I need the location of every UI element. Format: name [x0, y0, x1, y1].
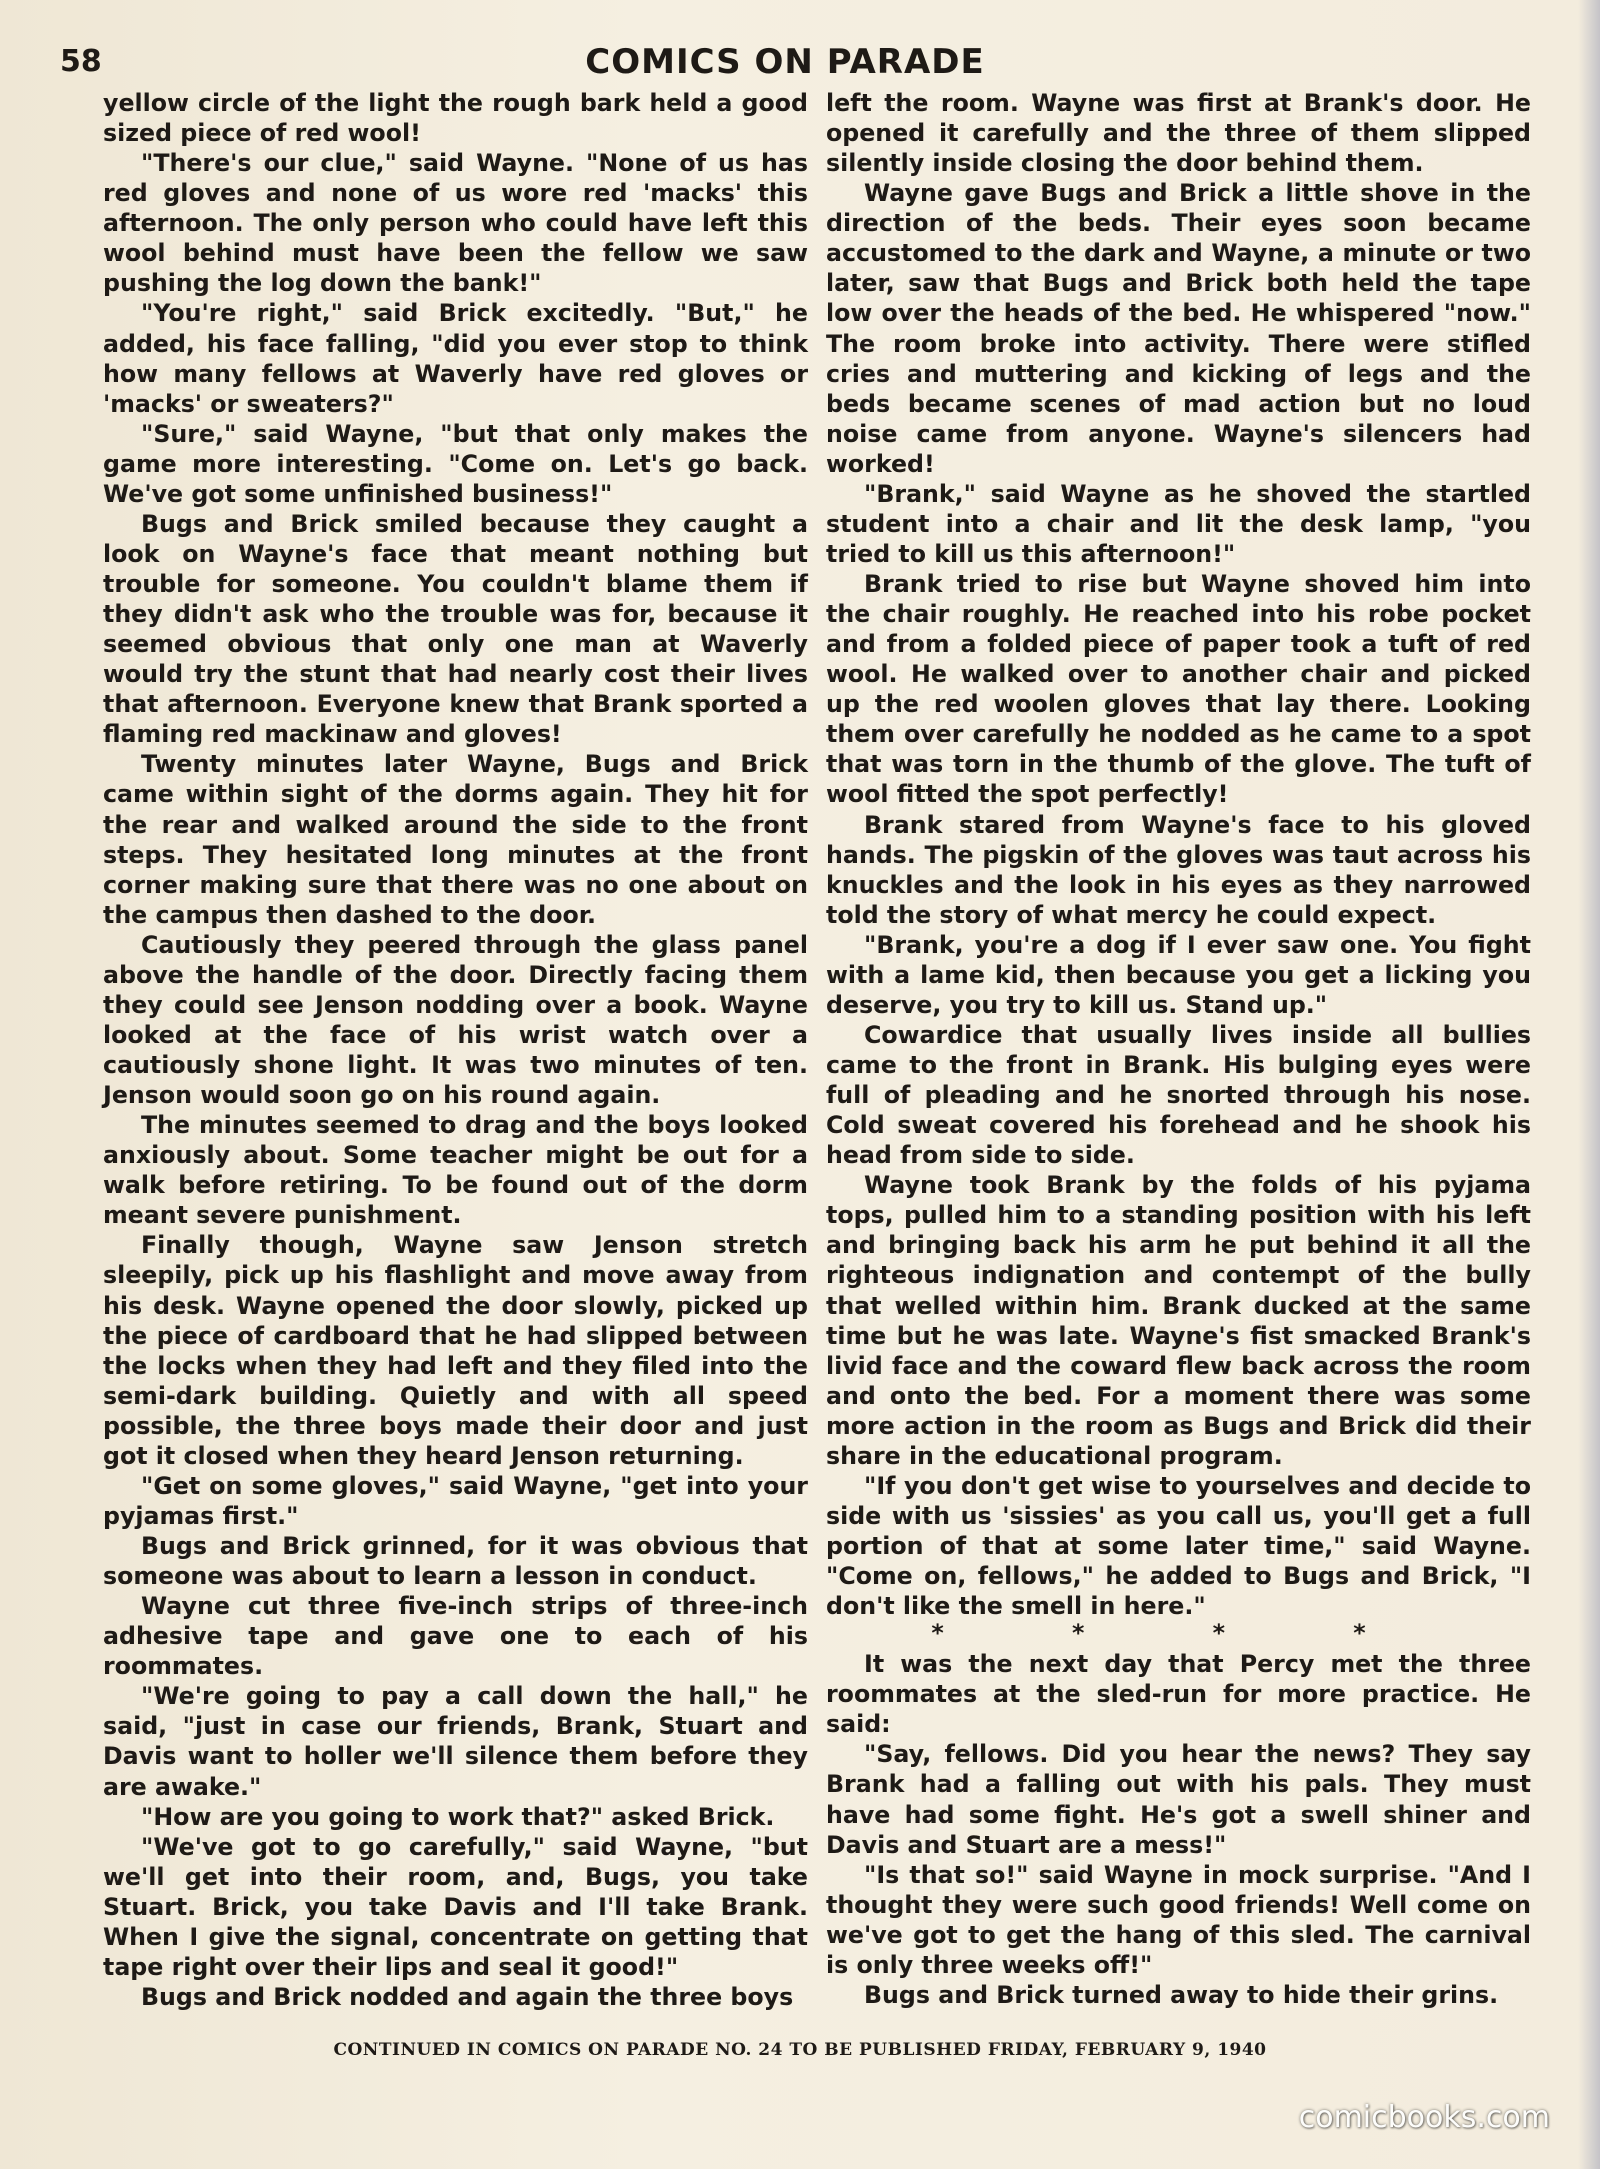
paragraph: "There's our clue," said Wayne. "None of us has red gloves and none of us wore red 'macks' this afternoon. The only person who could have left this wool behind must have been the fellow we saw pushing the log down the bank!" [103, 149, 808, 298]
paragraph: "Brank, you're a dog if I ever saw one. You fight with a lame kid, then because you get a licking you deserve, you try to kill us. Stand up." [826, 930, 1531, 1019]
paragraph: Cowardice that usually lives inside all bullies came to the front in Brank. His bulging eyes were full of pleading and he snorted through his nose. Cold sweat covered his forehead and he shook his head from side to side. [826, 1020, 1531, 1170]
paragraph: "You're right," said Brick excitedly. "But," he added, his face falling, "did you ever stop to think how many fellows at Waverly have red gloves or 'macks' or sweaters?" [103, 299, 808, 418]
paragraph: Cautiously they peered through the glass panel above the handle of the door. Directly facing them they could see Jenson nodding over a book. Wayne looked at the face of his wrist watch over a cautiously shone light. It was two minutes of ten. Jenson would soon go on his round again. [103, 930, 808, 1110]
paragraph: left the room. Wayne was first at Brank's door. He opened it carefully and the three of them slipped silently inside closing the door behind them. [826, 89, 1531, 178]
paragraph: Wayne took Brank by the folds of his pyjama tops, pulled him to a standing position with his left and bringing back his arm he put behind it all the righteous indignation and contempt of the bully that welled within him. Brank ducked at the same time but he was late. Wayne's fist smacked Brank's livid face and the coward flew back across the room and onto the bed. For a moment there was some more action in the room as Bugs and Brick did their share in the educational program. [826, 1171, 1531, 1470]
page-header [60, 40, 1510, 90]
page-number: 58 [60, 44, 102, 79]
paragraph: Bugs and Brick grinned, for it was obvious that someone was about to learn a lesson in conduct. [103, 1532, 808, 1591]
section-break: * * * * [931, 1619, 1426, 1648]
continued-footer: CONTINUED IN COMICS ON PARADE NO. 24 TO BE PUBLISHED FRIDAY, FEBRUARY 9, 1940 [333, 2040, 1267, 2060]
paragraph: Bugs and Brick smiled because they caught a look on Wayne's face that meant nothing but trouble for someone. You couldn't blame them if they didn't ask who the trouble was for, because it seemed obvious that only one man at Waverly would try the stunt that had nearly cost their lives that afternoon. Everyone knew that Brank sported a flaming red mackinaw and gloves! [103, 509, 808, 749]
paragraph: "Say, fellows. Did you hear the news? They say Brank had a falling out with his pals. They must have had some fight. He's got a swell shiner and Davis and Stuart are a mess!" [826, 1740, 1531, 1859]
paragraph: Finally though, Wayne saw Jenson stretch sleepily, pick up his flashlight and move away from his desk. Wayne opened the door slowly, picked up the piece of cardboard that he had slipped between the locks when they had left and they filed into the semi-dark building. Quietly and with all speed possible, the three boys made their door and just got it closed when they heard Jenson returning. [103, 1231, 808, 1470]
paragraph: The minutes seemed to drag and the boys looked anxiously about. Some teacher might be out for a walk before retiring. To be found out of the dorm meant severe punishment. [103, 1111, 808, 1230]
paragraph: Wayne gave Bugs and Brick a little shove in the direction of the beds. Their eyes soon became accustomed to the dark and Wayne, a minute or two later, saw that Bugs and Brick both held the tape low over the heads of the bed. He whispered "now." The room broke into activity. There were stifled cries and muttering and kicking of legs and the beds became scenes of mad action but no loud noise came from anyone. Wayne's silencers had worked! [826, 179, 1531, 478]
paragraph: "We've got to go carefully," said Wayne, "but we'll get into their room, and, Bugs, you take Stuart. Brick, you take Davis and I'll take Brank. When I give the signal, concentrate on getting that tape right over their lips and seal it good!" [103, 1832, 808, 1981]
paragraph: "We're going to pay a call down the hall," he said, "just in case our friends, Brank, Stuart and Davis want to holler we'll silence them before they are awake." [103, 1682, 808, 1801]
paragraph: "Brank," said Wayne as he shoved the startled student into a chair and lit the desk lamp, "you tried to kill us this afternoon!" [826, 479, 1531, 568]
paragraph: "How are you going to work that?" asked Brick. [141, 1802, 775, 1831]
paragraph: It was the next day that Percy met the three roommates at the sled-run for more practice. He said: [826, 1650, 1531, 1739]
right-column-part-a [826, 88, 1531, 1621]
paragraph: Brank stared from Wayne's face to his gloved hands. The pigskin of the gloves was taut across his knuckles and the look in his eyes as they narrowed told the story of what mercy he could expect. [826, 810, 1531, 929]
running-title: COMICS ON PARADE [585, 42, 985, 82]
paragraph: yellow circle of the light the rough bark held a good sized piece of red wool! [103, 89, 808, 148]
paragraph: Brank tried to rise but Wayne shoved him into the chair roughly. He reached into his robe pocket and from a folded piece of paper took a tuft of red wool. He walked over to another chair and picked up the red woolen gloves that lay there. Looking them over carefully he nodded as he came to a spot that was torn in the thumb of the glove. The tuft of wool fitted the spot perfectly! [826, 570, 1531, 809]
paragraph: Twenty minutes later Wayne, Bugs and Brick came within sight of the dorms again. They hit for the rear and walked around the side to the front steps. They hesitated long minutes at the front corner making sure that there was no one about on the campus then dashed to the door. [103, 750, 808, 929]
paragraph: "If you don't get wise to yourselves and decide to side with us 'sissies' as you call us, you'll get a full portion of that at some later time," said Wayne. "Come on, fellows," he added to Bugs and Brick, "I don't like the smell in here." [826, 1471, 1531, 1621]
page-edge-shadow [1578, 0, 1600, 2169]
watermark: comicbooks.com [1298, 2100, 1550, 2135]
right-column [826, 88, 1531, 2010]
paragraph: Bugs and Brick nodded and again the three boys [141, 1982, 794, 2011]
paragraph: "Is that so!" said Wayne in mock surprise. "And I thought they were such good friends! Well come on we've got to get the hang of this sled. The carnival is only three weeks off!" [826, 1860, 1531, 1979]
left-column [103, 88, 808, 2012]
paragraph: "Sure," said Wayne, "but that only makes the game more interesting. "Come on. Let's go back. We've got some unfinished business!" [103, 419, 808, 508]
right-column-part-b [826, 1649, 1531, 2010]
paragraph: "Get on some gloves," said Wayne, "get into your pyjamas first." [103, 1471, 808, 1530]
paragraph: Wayne cut three five-inch strips of three-inch adhesive tape and gave one to each of his roommates. [103, 1592, 808, 1681]
paragraph: Bugs and Brick turned away to hide their grins. [864, 1980, 1499, 2009]
